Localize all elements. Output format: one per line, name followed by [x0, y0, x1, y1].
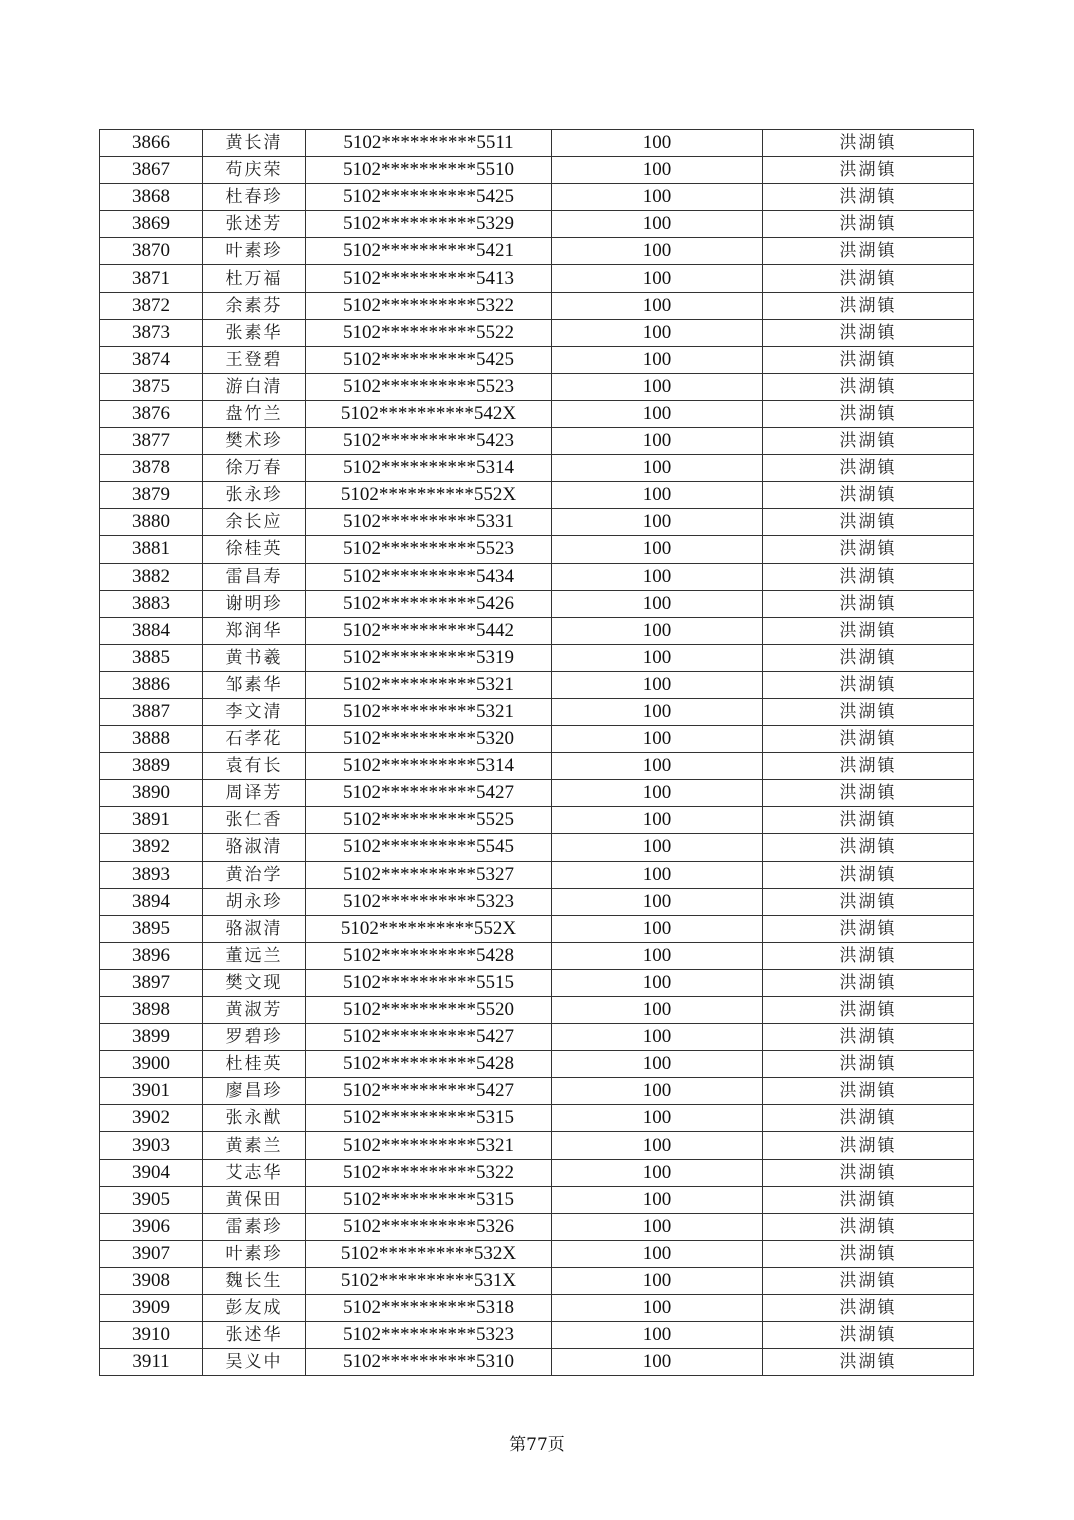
table-row	[100, 1105, 974, 1132]
serial-number-cell: 3902	[100, 1105, 203, 1132]
town-cell: 洪湖镇	[763, 1240, 974, 1267]
id-number-cell: 5102**********5322	[306, 292, 552, 319]
serial-number-cell: 3900	[100, 1051, 203, 1078]
amount-cell: 100	[552, 834, 763, 861]
table-row	[100, 1240, 974, 1267]
id-number-cell: 5102**********5421	[306, 238, 552, 265]
serial-number-cell: 3904	[100, 1159, 203, 1186]
town-cell: 洪湖镇	[763, 292, 974, 319]
serial-number-cell: 3885	[100, 644, 203, 671]
table-row	[100, 834, 974, 861]
id-number-cell: 5102**********5428	[306, 942, 552, 969]
serial-number-cell: 3872	[100, 292, 203, 319]
name-cell: 余长应	[203, 509, 306, 536]
id-number-cell: 5102**********5320	[306, 726, 552, 753]
amount-cell: 100	[552, 861, 763, 888]
amount-cell: 100	[552, 373, 763, 400]
table-row	[100, 184, 974, 211]
name-cell: 游白清	[203, 373, 306, 400]
serial-number-cell: 3877	[100, 428, 203, 455]
table-row	[100, 969, 974, 996]
table-row	[100, 1132, 974, 1159]
table-row	[100, 888, 974, 915]
id-number-cell: 5102**********5427	[306, 1024, 552, 1051]
id-number-cell: 5102**********5326	[306, 1213, 552, 1240]
id-number-cell: 5102**********5510	[306, 157, 552, 184]
amount-cell: 100	[552, 536, 763, 563]
serial-number-cell: 3907	[100, 1240, 203, 1267]
name-cell: 苟庆荣	[203, 157, 306, 184]
amount-cell: 100	[552, 319, 763, 346]
table-row	[100, 590, 974, 617]
town-cell: 洪湖镇	[763, 1213, 974, 1240]
serial-number-cell: 3876	[100, 400, 203, 427]
table-row	[100, 1051, 974, 1078]
table-row	[100, 942, 974, 969]
serial-number-cell: 3908	[100, 1267, 203, 1294]
id-number-cell: 5102**********5315	[306, 1105, 552, 1132]
name-cell: 黄淑芳	[203, 997, 306, 1024]
serial-number-cell: 3871	[100, 265, 203, 292]
name-cell: 黄素兰	[203, 1132, 306, 1159]
town-cell: 洪湖镇	[763, 1295, 974, 1322]
name-cell: 徐万春	[203, 455, 306, 482]
town-cell: 洪湖镇	[763, 1078, 974, 1105]
town-cell: 洪湖镇	[763, 807, 974, 834]
town-cell: 洪湖镇	[763, 211, 974, 238]
id-number-cell: 5102**********5434	[306, 563, 552, 590]
amount-cell: 100	[552, 157, 763, 184]
table-row	[100, 346, 974, 373]
table-row	[100, 265, 974, 292]
serial-number-cell: 3888	[100, 726, 203, 753]
amount-cell: 100	[552, 455, 763, 482]
serial-number-cell: 3895	[100, 915, 203, 942]
amount-cell: 100	[552, 1132, 763, 1159]
town-cell: 洪湖镇	[763, 1322, 974, 1349]
name-cell: 骆淑清	[203, 915, 306, 942]
id-number-cell: 5102**********5425	[306, 346, 552, 373]
amount-cell: 100	[552, 1349, 763, 1376]
amount-cell: 100	[552, 753, 763, 780]
name-cell: 罗碧珍	[203, 1024, 306, 1051]
table-row	[100, 1267, 974, 1294]
table-row	[100, 373, 974, 400]
town-cell: 洪湖镇	[763, 455, 974, 482]
amount-cell: 100	[552, 346, 763, 373]
id-number-cell: 5102**********5515	[306, 969, 552, 996]
id-number-cell: 5102**********5525	[306, 807, 552, 834]
name-cell: 雷素珍	[203, 1213, 306, 1240]
id-number-cell: 5102**********5427	[306, 1078, 552, 1105]
amount-cell: 100	[552, 211, 763, 238]
name-cell: 谢明珍	[203, 590, 306, 617]
id-number-cell: 5102**********5327	[306, 861, 552, 888]
table-row	[100, 1295, 974, 1322]
amount-cell: 100	[552, 1051, 763, 1078]
id-number-cell: 5102**********542X	[306, 400, 552, 427]
serial-number-cell: 3887	[100, 698, 203, 725]
town-cell: 洪湖镇	[763, 428, 974, 455]
town-cell: 洪湖镇	[763, 1051, 974, 1078]
serial-number-cell: 3881	[100, 536, 203, 563]
table-row	[100, 753, 974, 780]
table-row	[100, 292, 974, 319]
id-number-cell: 5102**********5322	[306, 1159, 552, 1186]
table-row	[100, 915, 974, 942]
table-row	[100, 1159, 974, 1186]
roster-table	[99, 129, 974, 1376]
serial-number-cell: 3866	[100, 130, 203, 157]
town-cell: 洪湖镇	[763, 780, 974, 807]
serial-number-cell: 3893	[100, 861, 203, 888]
town-cell: 洪湖镇	[763, 265, 974, 292]
serial-number-cell: 3891	[100, 807, 203, 834]
name-cell: 张述芳	[203, 211, 306, 238]
name-cell: 雷昌寿	[203, 563, 306, 590]
serial-number-cell: 3882	[100, 563, 203, 590]
amount-cell: 100	[552, 997, 763, 1024]
id-number-cell: 5102**********5425	[306, 184, 552, 211]
serial-number-cell: 3868	[100, 184, 203, 211]
serial-number-cell: 3896	[100, 942, 203, 969]
table-row	[100, 617, 974, 644]
amount-cell: 100	[552, 617, 763, 644]
id-number-cell: 5102**********5523	[306, 536, 552, 563]
name-cell: 胡永珍	[203, 888, 306, 915]
id-number-cell: 5102**********5423	[306, 428, 552, 455]
id-number-cell: 5102**********5442	[306, 617, 552, 644]
name-cell: 叶素珍	[203, 238, 306, 265]
town-cell: 洪湖镇	[763, 915, 974, 942]
amount-cell: 100	[552, 1267, 763, 1294]
table-row	[100, 1213, 974, 1240]
amount-cell: 100	[552, 942, 763, 969]
serial-number-cell: 3909	[100, 1295, 203, 1322]
table-row	[100, 157, 974, 184]
amount-cell: 100	[552, 888, 763, 915]
table-row	[100, 482, 974, 509]
name-cell: 郑润华	[203, 617, 306, 644]
town-cell: 洪湖镇	[763, 888, 974, 915]
serial-number-cell: 3878	[100, 455, 203, 482]
serial-number-cell: 3870	[100, 238, 203, 265]
id-number-cell: 5102**********5331	[306, 509, 552, 536]
name-cell: 彭友成	[203, 1295, 306, 1322]
serial-number-cell: 3899	[100, 1024, 203, 1051]
serial-number-cell: 3873	[100, 319, 203, 346]
table-row	[100, 698, 974, 725]
town-cell: 洪湖镇	[763, 942, 974, 969]
serial-number-cell: 3894	[100, 888, 203, 915]
name-cell: 杜春珍	[203, 184, 306, 211]
table-row	[100, 509, 974, 536]
town-cell: 洪湖镇	[763, 1132, 974, 1159]
name-cell: 董远兰	[203, 942, 306, 969]
serial-number-cell: 3874	[100, 346, 203, 373]
town-cell: 洪湖镇	[763, 1186, 974, 1213]
serial-number-cell: 3875	[100, 373, 203, 400]
serial-number-cell: 3911	[100, 1349, 203, 1376]
name-cell: 樊文现	[203, 969, 306, 996]
roster-table-body	[100, 130, 974, 1376]
amount-cell: 100	[552, 1213, 763, 1240]
amount-cell: 100	[552, 915, 763, 942]
amount-cell: 100	[552, 400, 763, 427]
town-cell: 洪湖镇	[763, 536, 974, 563]
table-row	[100, 563, 974, 590]
name-cell: 黄书羲	[203, 644, 306, 671]
amount-cell: 100	[552, 265, 763, 292]
town-cell: 洪湖镇	[763, 726, 974, 753]
id-number-cell: 5102**********5427	[306, 780, 552, 807]
amount-cell: 100	[552, 590, 763, 617]
table-row	[100, 130, 974, 157]
id-number-cell: 5102**********5319	[306, 644, 552, 671]
table-row	[100, 1349, 974, 1376]
serial-number-cell: 3897	[100, 969, 203, 996]
town-cell: 洪湖镇	[763, 590, 974, 617]
page-number: 第77页	[509, 1435, 565, 1455]
table-row	[100, 726, 974, 753]
name-cell: 黄长清	[203, 130, 306, 157]
town-cell: 洪湖镇	[763, 238, 974, 265]
id-number-cell: 5102**********5321	[306, 1132, 552, 1159]
id-number-cell: 5102**********5315	[306, 1186, 552, 1213]
town-cell: 洪湖镇	[763, 671, 974, 698]
amount-cell: 100	[552, 807, 763, 834]
id-number-cell: 5102**********5310	[306, 1349, 552, 1376]
town-cell: 洪湖镇	[763, 861, 974, 888]
amount-cell: 100	[552, 1105, 763, 1132]
table-row	[100, 536, 974, 563]
name-cell: 魏长生	[203, 1267, 306, 1294]
name-cell: 盘竹兰	[203, 400, 306, 427]
amount-cell: 100	[552, 1024, 763, 1051]
id-number-cell: 5102**********5321	[306, 671, 552, 698]
town-cell: 洪湖镇	[763, 617, 974, 644]
amount-cell: 100	[552, 1159, 763, 1186]
town-cell: 洪湖镇	[763, 753, 974, 780]
name-cell: 李文清	[203, 698, 306, 725]
amount-cell: 100	[552, 238, 763, 265]
amount-cell: 100	[552, 509, 763, 536]
town-cell: 洪湖镇	[763, 997, 974, 1024]
town-cell: 洪湖镇	[763, 1267, 974, 1294]
id-number-cell: 5102**********5523	[306, 373, 552, 400]
amount-cell: 100	[552, 1078, 763, 1105]
amount-cell: 100	[552, 644, 763, 671]
id-number-cell: 5102**********532X	[306, 1240, 552, 1267]
id-number-cell: 5102**********5428	[306, 1051, 552, 1078]
amount-cell: 100	[552, 671, 763, 698]
town-cell: 洪湖镇	[763, 482, 974, 509]
serial-number-cell: 3889	[100, 753, 203, 780]
name-cell: 黄治学	[203, 861, 306, 888]
amount-cell: 100	[552, 292, 763, 319]
name-cell: 王登碧	[203, 346, 306, 373]
serial-number-cell: 3890	[100, 780, 203, 807]
name-cell: 樊术珍	[203, 428, 306, 455]
name-cell: 黄保田	[203, 1186, 306, 1213]
serial-number-cell: 3879	[100, 482, 203, 509]
name-cell: 张永珍	[203, 482, 306, 509]
id-number-cell: 5102**********552X	[306, 915, 552, 942]
table-row	[100, 319, 974, 346]
id-number-cell: 5102**********5522	[306, 319, 552, 346]
table-row	[100, 1322, 974, 1349]
id-number-cell: 5102**********531X	[306, 1267, 552, 1294]
name-cell: 廖昌珍	[203, 1078, 306, 1105]
town-cell: 洪湖镇	[763, 157, 974, 184]
town-cell: 洪湖镇	[763, 373, 974, 400]
town-cell: 洪湖镇	[763, 1349, 974, 1376]
serial-number-cell: 3884	[100, 617, 203, 644]
amount-cell: 100	[552, 130, 763, 157]
town-cell: 洪湖镇	[763, 644, 974, 671]
town-cell: 洪湖镇	[763, 509, 974, 536]
id-number-cell: 5102**********5314	[306, 753, 552, 780]
table-row	[100, 211, 974, 238]
table-row	[100, 455, 974, 482]
amount-cell: 100	[552, 969, 763, 996]
amount-cell: 100	[552, 428, 763, 455]
town-cell: 洪湖镇	[763, 346, 974, 373]
town-cell: 洪湖镇	[763, 184, 974, 211]
town-cell: 洪湖镇	[763, 319, 974, 346]
table-row	[100, 1078, 974, 1105]
id-number-cell: 5102**********5511	[306, 130, 552, 157]
table-row	[100, 644, 974, 671]
serial-number-cell: 3905	[100, 1186, 203, 1213]
town-cell: 洪湖镇	[763, 400, 974, 427]
id-number-cell: 5102**********5413	[306, 265, 552, 292]
name-cell: 张仁香	[203, 807, 306, 834]
id-number-cell: 5102**********5520	[306, 997, 552, 1024]
serial-number-cell: 3898	[100, 997, 203, 1024]
town-cell: 洪湖镇	[763, 969, 974, 996]
serial-number-cell: 3886	[100, 671, 203, 698]
amount-cell: 100	[552, 1322, 763, 1349]
table-row	[100, 671, 974, 698]
name-cell: 周译芳	[203, 780, 306, 807]
name-cell: 余素芬	[203, 292, 306, 319]
name-cell: 徐桂英	[203, 536, 306, 563]
serial-number-cell: 3892	[100, 834, 203, 861]
town-cell: 洪湖镇	[763, 563, 974, 590]
town-cell: 洪湖镇	[763, 698, 974, 725]
amount-cell: 100	[552, 1295, 763, 1322]
table-row	[100, 400, 974, 427]
id-number-cell: 5102**********5321	[306, 698, 552, 725]
serial-number-cell: 3883	[100, 590, 203, 617]
town-cell: 洪湖镇	[763, 1024, 974, 1051]
serial-number-cell: 3880	[100, 509, 203, 536]
amount-cell: 100	[552, 563, 763, 590]
name-cell: 叶素珍	[203, 1240, 306, 1267]
id-number-cell: 5102**********5323	[306, 888, 552, 915]
town-cell: 洪湖镇	[763, 1105, 974, 1132]
name-cell: 张素华	[203, 319, 306, 346]
amount-cell: 100	[552, 726, 763, 753]
serial-number-cell: 3901	[100, 1078, 203, 1105]
amount-cell: 100	[552, 1240, 763, 1267]
amount-cell: 100	[552, 698, 763, 725]
table-row	[100, 238, 974, 265]
id-number-cell: 5102**********552X	[306, 482, 552, 509]
name-cell: 张永猷	[203, 1105, 306, 1132]
name-cell: 张述华	[203, 1322, 306, 1349]
table-row	[100, 997, 974, 1024]
name-cell: 吴义中	[203, 1349, 306, 1376]
id-number-cell: 5102**********5318	[306, 1295, 552, 1322]
amount-cell: 100	[552, 482, 763, 509]
town-cell: 洪湖镇	[763, 1159, 974, 1186]
amount-cell: 100	[552, 1186, 763, 1213]
town-cell: 洪湖镇	[763, 834, 974, 861]
table-row	[100, 807, 974, 834]
serial-number-cell: 3910	[100, 1322, 203, 1349]
serial-number-cell: 3903	[100, 1132, 203, 1159]
name-cell: 石孝花	[203, 726, 306, 753]
name-cell: 袁有长	[203, 753, 306, 780]
table-row	[100, 1024, 974, 1051]
name-cell: 骆淑清	[203, 834, 306, 861]
table-row	[100, 1186, 974, 1213]
serial-number-cell: 3867	[100, 157, 203, 184]
name-cell: 邹素华	[203, 671, 306, 698]
id-number-cell: 5102**********5329	[306, 211, 552, 238]
serial-number-cell: 3869	[100, 211, 203, 238]
town-cell: 洪湖镇	[763, 130, 974, 157]
table-row	[100, 780, 974, 807]
name-cell: 杜桂英	[203, 1051, 306, 1078]
amount-cell: 100	[552, 780, 763, 807]
table-row	[100, 861, 974, 888]
table-row	[100, 428, 974, 455]
id-number-cell: 5102**********5426	[306, 590, 552, 617]
id-number-cell: 5102**********5323	[306, 1322, 552, 1349]
serial-number-cell: 3906	[100, 1213, 203, 1240]
name-cell: 艾志华	[203, 1159, 306, 1186]
id-number-cell: 5102**********5545	[306, 834, 552, 861]
id-number-cell: 5102**********5314	[306, 455, 552, 482]
amount-cell: 100	[552, 184, 763, 211]
name-cell: 杜万福	[203, 265, 306, 292]
